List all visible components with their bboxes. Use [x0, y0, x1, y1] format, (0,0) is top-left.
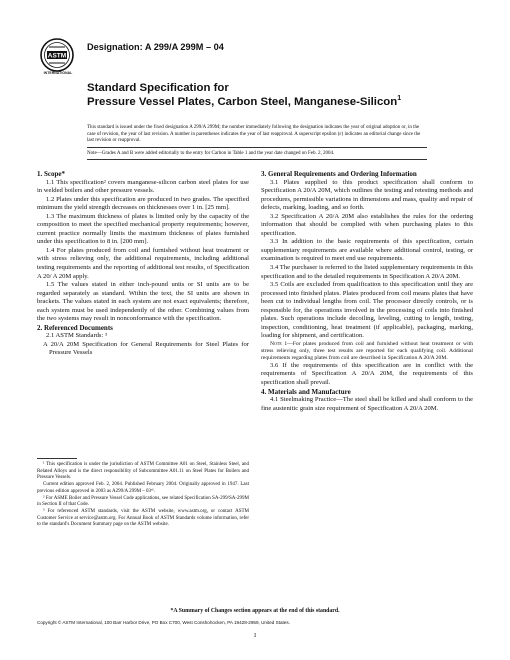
- general-requirements-heading: 3. General Requirements and Ordering Information: [261, 170, 417, 178]
- scope-heading: 1. Scope*: [37, 170, 65, 178]
- footnotes: [37, 462, 249, 529]
- materials-heading: 4. Materials and Manufacture: [261, 387, 351, 396]
- title-line-1: Standard Specification for: [87, 82, 229, 94]
- logo-caption: INTERNATIONAL: [43, 71, 73, 75]
- copyright-line: Copyright © ASTM International, 100 Barr Harbor Drive, PO Box C700, West Conshohocken, PA 19428-2959, United States.: [37, 620, 290, 625]
- page-number: 1: [253, 632, 257, 639]
- footnote-1-edition: Current edition approved Feb. 2, 2004. Published February 2004. Originally approved in 1947. Last previous edition approved in 2003 as A299/A 299M – 03ᵉ¹.: [37, 482, 249, 494]
- footnote-1: ¹ This specification is under the jurisdiction of ASTM Committee A01 on Steel, Stainless Steel, and Related Alloys and is the direct responsibility of Subcommittee A01.11 on Steel Plates for Boilers and Pressure Vessels.: [37, 462, 249, 481]
- right-column: [261, 170, 473, 413]
- title-footnote-mark: 1: [397, 95, 402, 102]
- paragraph-3-5: 3.5 Coils are excluded from qualification to this specification until they are processed into finished plates. Plates produced from coil means plates that have been cut to individual lengths from coil. The processor directly controls, or is responsible for, the operations involved in the processing of coils into finished plates. Such operations include decoiling, leveling, cutting to length, testing, inspection, conditioning, heat treatment (if applicable), packaging, marking, loading for shipment, and certification.: [261, 281, 473, 340]
- paragraph-3-1: 3.1 Plates supplied to this product specification shall conform to Specification A 20/A 20M, which outlines the testing and retesting methods and procedures, permissible variations in dimensions and mass, quality and repair of defects, marking, loading, and so forth.: [261, 178, 473, 212]
- footnote-3: ³ For referenced ASTM standards, visit the ASTM website, www.astm.org, or contact ASTM Customer Service at service@astm.org. For Annual Book of ASTM Standards volume information, refer to the standard's Document Summary page on the ASTM website.: [37, 508, 249, 528]
- note-divider: [87, 159, 427, 160]
- summary-of-changes-note: *A Summary of Changes section appears at the end of this standard.: [170, 608, 340, 614]
- note-1-label: Note 1: [270, 340, 288, 347]
- referenced-documents-heading: 2. Referenced Documents: [37, 323, 113, 332]
- paragraph-1-1: 1.1 This specification² covers manganese-silicon carbon steel plates for use in welded boilers and other pressure vessels.: [37, 178, 249, 195]
- reference-a20: A 20/A 20M Specification for General Requirements for Steel Plates for Pressure Vessels: [43, 340, 249, 357]
- astm-logo: [40, 38, 74, 72]
- standard-notice: This standard is issued under the fixed designation A 299/A 299M; the number immediately following the designation indicates the year of original adoption or, in the case of revision, the year of last revision. A number in parentheses indicates the year of last reapproval. A superscript epsilon (ε) indicates an editorial change since the last revision or reapproval.: [87, 125, 421, 144]
- designation: Designation: A 299/A 299M – 04: [87, 42, 224, 52]
- paragraph-3-3: 3.3 In addition to the basic requirements of this specification, certain supplementary requirements are available where additional control, testing, or examination is required to meet end use requirements.: [261, 238, 473, 263]
- paragraph-1-4: 1.4 For plates produced from coil and furnished without heat treatment or with stress relieving only, the additional requirements, including additional testing requirements and the reporting of additional test results, of Specification A 20/ A 20M apply.: [37, 246, 249, 280]
- paragraph-4-1: 4.1 Steelmaking Practice—The steel shall be killed and shall conform to the fine austenitic grain size requirement of Specification A 20/A 20M.: [261, 396, 473, 412]
- paragraph-3-6: 3.6 If the requirements of this specification are in conflict with the requirements of Specification A 20/A 20M, the requirements of this specification shall prevail.: [261, 361, 473, 387]
- svg-text:ASTM: ASTM: [47, 52, 67, 60]
- paragraph-1-3: 1.3 The maximum thickness of plates is limited only by the capacity of the composition to meet the specified mechanical property requirements; however, current practice normally limits the maximum thickness of plates furnished under this specification to 8 in. [200 mm].: [37, 212, 249, 246]
- paragraph-3-4: 3.4 The purchaser is referred to the listed supplementary requirements in this specification and to the detailed requirements in Specification A 20/A 20M.: [261, 264, 473, 280]
- paragraph-1-5: 1.5 The values stated in either inch-pound units or SI units are to be regarded separately as standard. Within the text, the SI units are shown in brackets. The values stated in each system are not exact equivalents; therefore, each system must be used independently of the other. Combining values from the two systems may result in nonconformance with the specification.: [37, 281, 249, 323]
- paragraph-2-1: 2.1 ASTM Standards: ³: [46, 332, 107, 340]
- notice-divider: [87, 147, 427, 148]
- note-1: [261, 341, 473, 362]
- editorial-note: Note—Grades A and B were added editorially to the entry for Carbon in Table 1 and the year date changed on Feb. 2, 2004.: [87, 151, 335, 156]
- title-text: Pressure Vessel Plates, Carbon Steel, Manganese-Silicon: [87, 95, 398, 108]
- footnote-divider: [37, 458, 77, 459]
- paragraph-1-2: 1.2 Plates under this specification are produced in two grades. The specified minimum the yield strength decreases on thicknesses over 1 in. [25 mm].: [37, 195, 249, 212]
- title-line-2: [87, 95, 401, 108]
- footnote-2: ² For ASME Boiler and Pressure Vessel Code applications, see related Specification SA-299/SA-299M in Section II of that Code.: [37, 495, 249, 508]
- left-column: [37, 170, 249, 358]
- note-1-text: —For plates produced from coil and furnished without heat treatment or with stress relieving only, three test results are reported for each qualifying coil. Additional requirements regarding plates from coil are described in Specification A 20/A 20M.: [261, 340, 473, 361]
- paragraph-3-2: 3.2 Specification A 20/A 20M also establishes the rules for the ordering information that should be complied with when purchasing plates to this specification.: [261, 212, 473, 237]
